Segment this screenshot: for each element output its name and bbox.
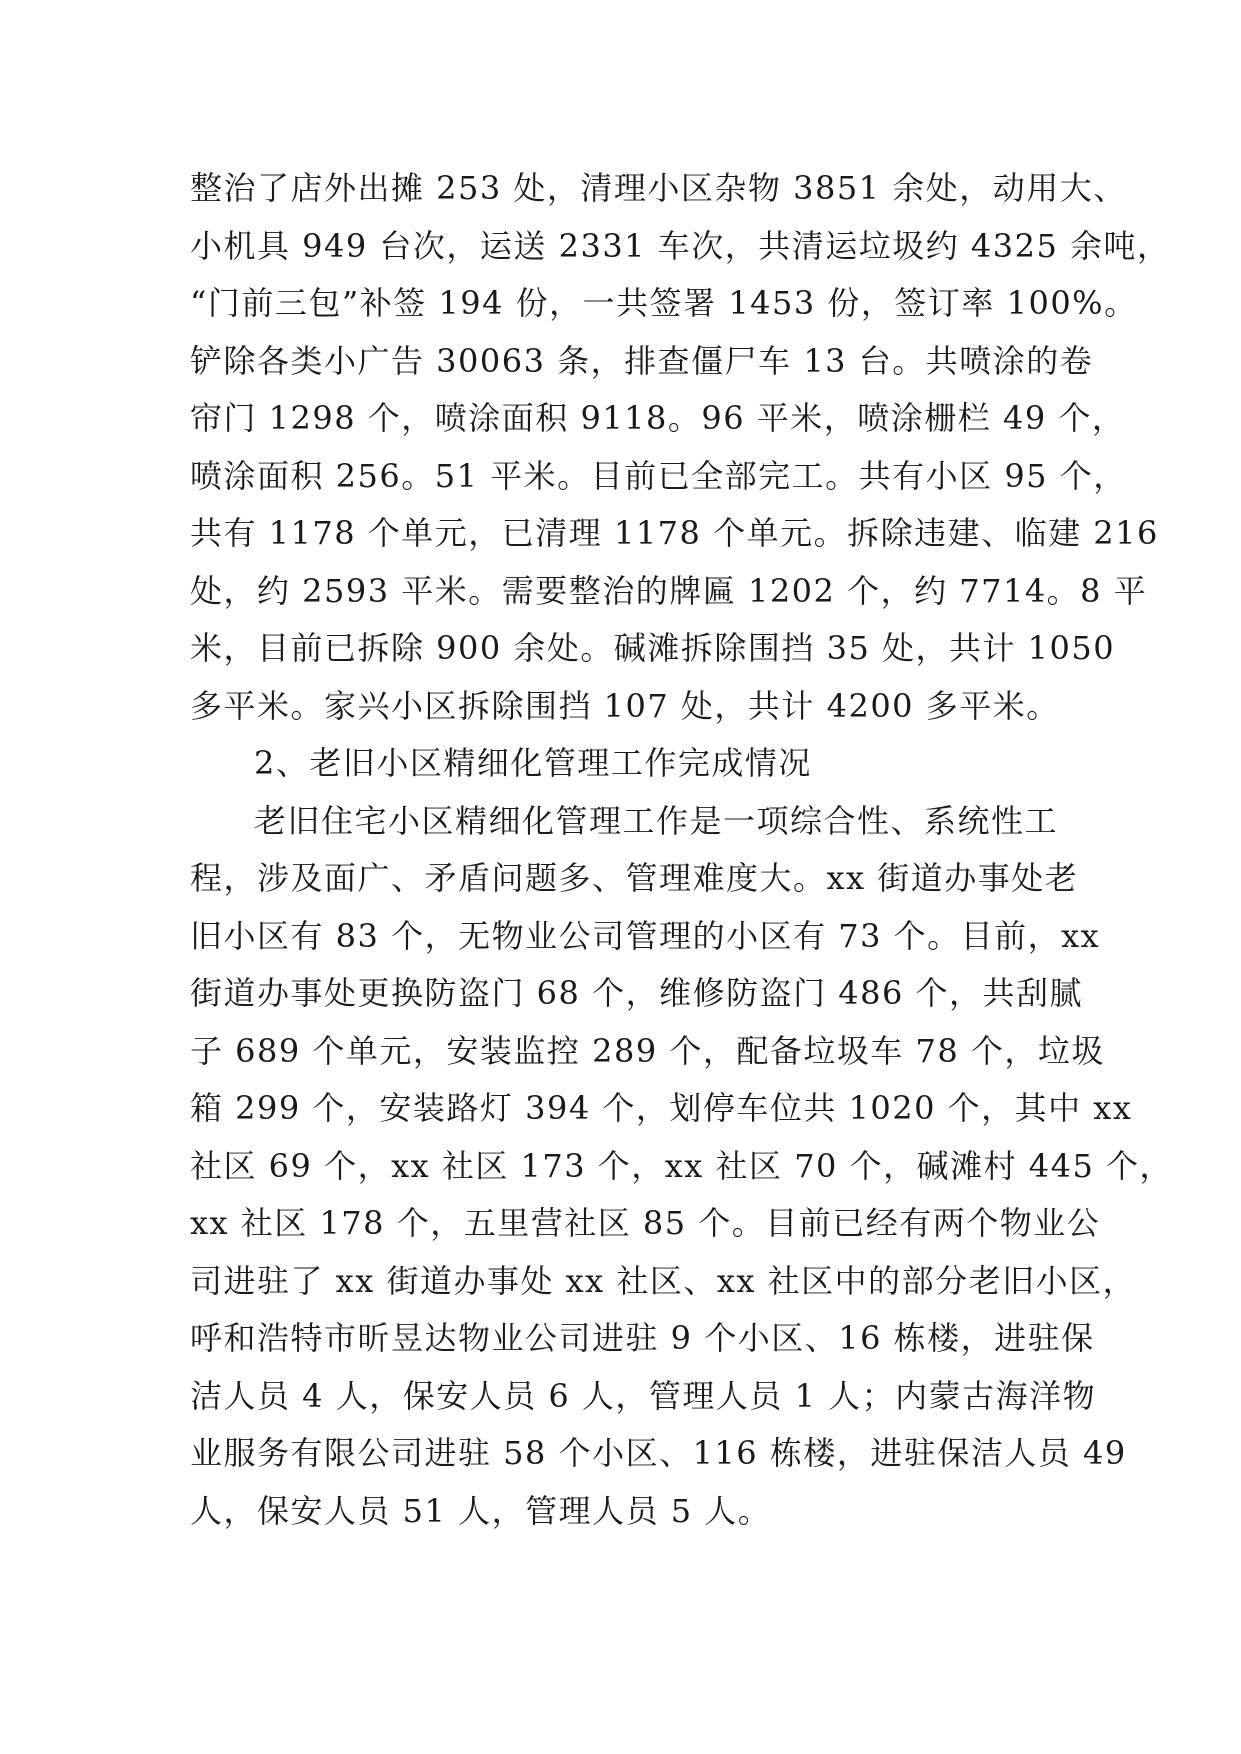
- text-line: 多平米。家兴小区拆除围挡 107 处，共计 4200 多平米。: [190, 686, 1060, 725]
- text-line: 洁人员 4 人，保安人员 6 人，管理人员 1 人；内蒙古海洋物: [190, 1376, 1097, 1415]
- text-line: 司进驻了 xx 街道办事处 xx 社区、xx 社区中的部分老旧小区，: [190, 1261, 1137, 1300]
- document-body: [190, 160, 1174, 1540]
- text-line: 整治了店外出摊 253 处，清理小区杂物 3851 余处，动用大、: [190, 169, 1127, 207]
- text-line: 处，约 2593 平米。需要整治的牌匾 1202 个，约 7714。8 平: [190, 571, 1148, 610]
- text-line: 子 689 个单元，安装监控 289 个，配备垃圾车 78 个，垃圾: [190, 1031, 1105, 1070]
- text-line: 人，保安人员 51 人，管理人员 5 人。: [190, 1491, 772, 1530]
- section-heading: 2、老旧小区精细化管理工作完成情况: [254, 744, 812, 782]
- text-line: 旧小区有 83 个，无物业公司管理的小区有 73 个。目前，xx: [190, 916, 1101, 955]
- text-line: 米，目前已拆除 900 余处。碱滩拆除围挡 35 处，共计 1050: [190, 629, 1116, 667]
- text-line: 街道办事处更换防盗门 68 个，维修防盗门 486 个，共刮腻: [190, 974, 1083, 1012]
- text-line: 帘门 1298 个，喷涂面积 9118。96 平米，喷涂栅栏 49 个，: [190, 399, 1126, 437]
- text-line: 共有 1178 个单元，已清理 1178 个单元。拆除违建、临建 216: [190, 514, 1159, 552]
- text-line: 业服务有限公司进驻 58 个小区、116 栋楼，进驻保洁人员 49: [190, 1434, 1127, 1472]
- text-line: 程，涉及面广、矛盾问题多、管理难度大。xx 街道办事处老: [190, 859, 1079, 897]
- text-line: “门前三包”补签 194 份，一共签署 1453 份，签订率 100%。: [190, 284, 1138, 322]
- text-line: 箱 299 个，安装路灯 394 个，划停车位共 1020 个，其中 xx: [190, 1089, 1133, 1127]
- paragraph-first-line: 老旧住宅小区精细化管理工作是一项综合性、系统性工: [254, 801, 1059, 840]
- text-line: 喷涂面积 256。51 平米。目前已全部完工。共有小区 95 个，: [190, 456, 1127, 495]
- text-line: 呼和浩特市昕昱达物业公司进驻 9 个小区、16 栋楼，进驻保: [190, 1319, 1095, 1357]
- text-line: 社区 69 个，xx 社区 173 个，xx 社区 70 个，碱滩村 445 个，: [190, 1146, 1174, 1185]
- text-line: 小机具 949 台次，运送 2331 车次，共清运垃圾约 4325 余吨，: [190, 226, 1171, 265]
- text-line: xx 社区 178 个，五里营社区 85 个。目前已经有两个物业公: [190, 1204, 1101, 1242]
- text-line: 铲除各类小广告 30063 条，排查僵尸车 13 台。共喷涂的卷: [190, 341, 1094, 380]
